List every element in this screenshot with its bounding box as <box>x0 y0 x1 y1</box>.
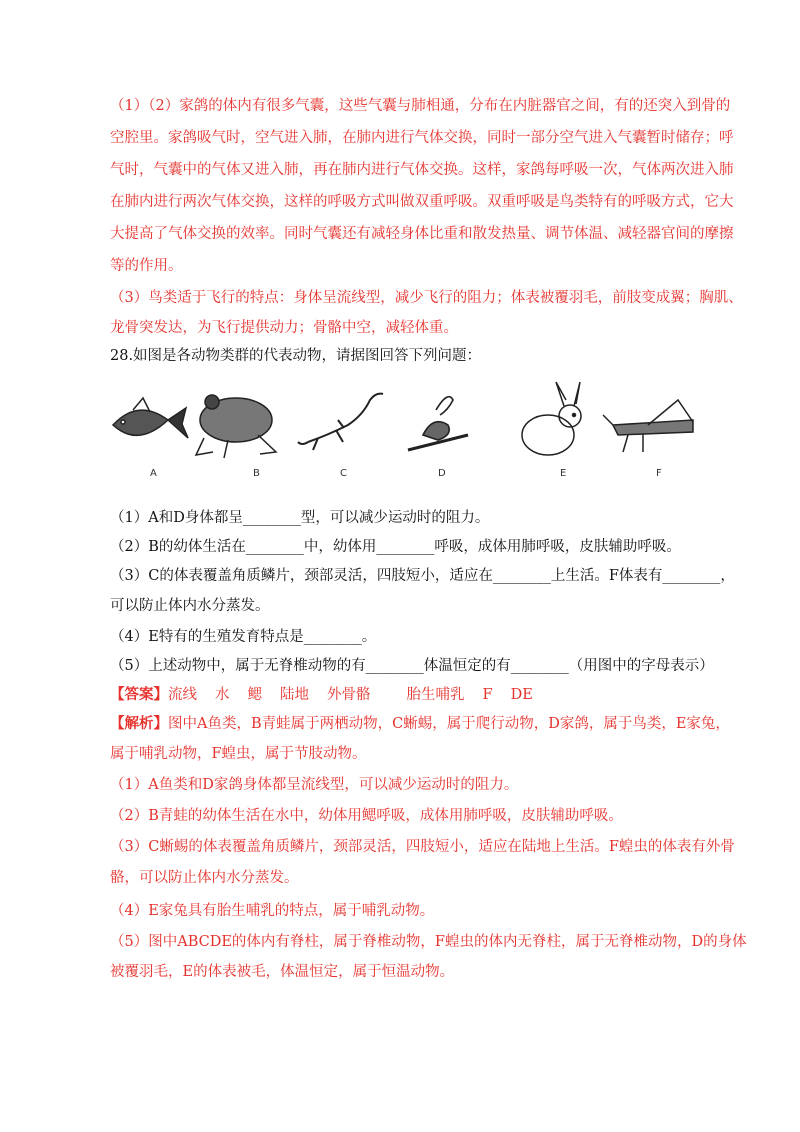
analysis-part-3a: （3）C蜥蜴的体表覆盖角质鳞片，颈部灵活，四肢短小，适应在陆地上生活。F蝗虫的体表有外骨 <box>110 839 735 855</box>
analysis-part-3b: 骼，可以防止体内水分蒸发。 <box>110 870 299 886</box>
question-part-5: （5）上述动物中，属于无脊椎动物的有________体温恒定的有________（用图中的字母表示） <box>110 658 714 674</box>
answer-heading: 【答案】 <box>110 686 168 703</box>
prev-answer-line-1: （1）（2）家鸽的体内有很多气囊，这些气囊与肺相通，分布在内脏器官之间，有的还突入到骨的 <box>110 98 731 114</box>
answer-item: F <box>482 687 493 703</box>
answer-item: DE <box>510 687 533 703</box>
prev-answer-line-7: （3）鸟类适于飞行的特点：身体呈流线型，减少飞行的阻力；体表被覆羽毛，前肢变成翼；胸肌、 <box>110 290 743 306</box>
answer-item: 陆地 <box>280 687 309 703</box>
prev-answer-line-6: 等的作用。 <box>110 258 183 274</box>
analysis-part-1: （1）A鱼类和D家鸽身体都呈流线型，可以减少运动时的阻力。 <box>110 777 519 793</box>
analysis-part-2: （2）B青蛙的幼体生活在水中，幼体用鳃呼吸，成体用肺呼吸，皮肤辅助呼吸。 <box>110 808 623 824</box>
figure-label-d: D <box>438 468 446 479</box>
figure-label-b: B <box>253 468 260 479</box>
prev-answer-line-4: 在肺内进行两次气体交换，这样的呼吸方式叫做双重呼吸。双重呼吸是鸟类特有的呼吸方式，它大 <box>110 194 734 210</box>
figure-label-a: A <box>150 468 157 479</box>
question-part-3b: 可以防止体内水分蒸发。 <box>110 598 270 614</box>
analysis-part-4: （4）E家兔具有胎生哺乳的特点，属于哺乳动物。 <box>110 903 435 919</box>
analysis-part-5b: 被覆羽毛，E的体表被毛，体温恒定，属于恒温动物。 <box>110 964 455 980</box>
lizard-drawing <box>298 394 383 450</box>
figure-label-f: F <box>656 468 662 479</box>
analysis-heading: 【解析】 <box>110 715 168 732</box>
answer-item: 外骨骼 <box>327 687 371 703</box>
analysis-line-1 <box>110 714 730 734</box>
animal-drawings <box>108 380 708 470</box>
question-part-3a: （3）C的体表覆盖角质鳞片，颈部灵活，四肢短小，适应在________上生活。F体表有________， <box>110 568 735 584</box>
question-part-4: （4）E特有的生殖发育特点是________。 <box>110 629 377 645</box>
figure-label-c: C <box>340 468 347 479</box>
prev-answer-line-5: 大提高了气体交换的效率。同时气囊还有减轻身体比重和散发热量、调节体温、减轻器官间的摩擦 <box>110 226 734 242</box>
prev-answer-line-3: 气时，气囊中的气体又进入肺，再在肺内进行气体交换。这样，家鸽每呼吸一次，气体两次进入肺 <box>110 162 734 178</box>
fish-drawing <box>113 398 188 438</box>
answer-item: 鳃 <box>247 687 262 703</box>
prev-answer-line-2: 空腔里。家鸽吸气时，空气进入肺，在肺内进行气体交换，同时一部分空气进入气囊暂时储存；呼 <box>110 130 734 146</box>
prev-answer-line-8: 龙骨突发达，为飞行提供动力；骨骼中空，减轻体重。 <box>110 320 458 336</box>
frog-drawing <box>196 395 276 458</box>
pigeon-drawing <box>408 397 468 450</box>
analysis-part-5a: （5）图中ABCDE的体内有脊柱，属于脊椎动物，F蝗虫的体内无脊柱，属于无脊椎动物，D的身体 <box>110 934 747 950</box>
answer-item: 水 <box>215 687 230 703</box>
question-stem: 28.如图是各动物类群的代表动物，请据图回答下列问题： <box>110 348 482 364</box>
answer-item: 流线 <box>168 687 197 703</box>
analysis-text: 图中A鱼类，B青蛙属于两栖动物，C蜥蜴，属于爬行动物，D家鸽，属于鸟类，E家兔， <box>168 716 730 732</box>
question-part-2: （2）B的幼体生活在________中，幼体用________呼吸，成体用肺呼吸，皮肤辅助呼吸。 <box>110 539 681 555</box>
analysis-line-2: 属于哺乳动物，F蝗虫，属于节肢动物。 <box>110 746 367 762</box>
answer-item: 胎生哺乳 <box>406 687 465 703</box>
animal-figure <box>108 380 708 490</box>
grasshopper-drawing <box>603 400 693 452</box>
question-part-1: （1）A和D身体都呈________型，可以减少运动时的阻力。 <box>110 510 490 526</box>
figure-label-e: E <box>560 468 567 479</box>
answer-line <box>110 685 710 705</box>
rabbit-drawing <box>522 382 581 455</box>
